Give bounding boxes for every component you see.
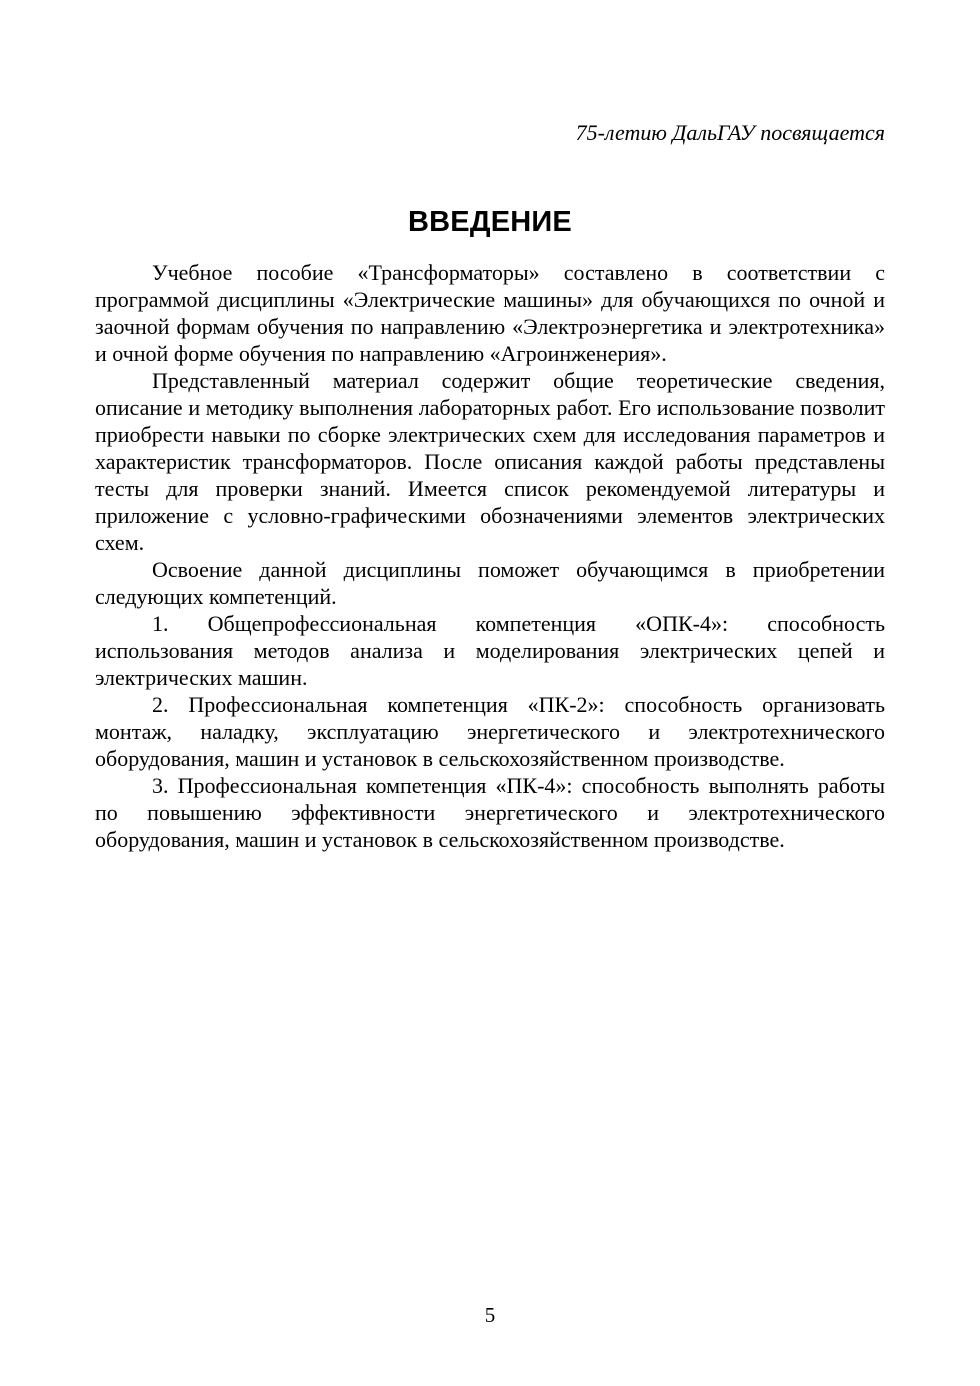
- dedication: 75-летию ДальГАУ посвящается: [575, 120, 885, 145]
- paragraph-competency-pk4: 3. Профессиональная компетенция «ПК-4»: способность выполнять работы по повышению эффективности энергетического и электротехнического оборудования, машин и установок в сельскохозяйственном производстве.: [95, 773, 885, 852]
- page-title: ВВЕДЕНИЕ: [408, 206, 572, 238]
- paragraph-intro: Учебное пособие «Трансформаторы» составлено в соответствии с программой дисциплины «Электрические машины» для обучающихся по очной и заочной формам обучения по направлению «Электроэнергетика и электротехника» и очной форме обучения по направлению «Агроинженерия».: [95, 260, 885, 366]
- paragraph-content: Представленный материал содержит общие теоретические сведения, описание и методику выполнения лабораторных работ. Его использование позволит приобрести навыки по сборке электрических схем для исследования параметров и характеристик трансформаторов. После описания каждой работы представлены тесты для проверки знаний. Имеется список рекомендуемой литературы и приложение с условно-графическими обозначениями элементов электрических схем.: [95, 368, 885, 555]
- paragraph-competency-opk4: 1. Общепрофессиональная компетенция «ОПК-4»: способность использования методов анализа и моделирования электрических цепей и электрических машин.: [95, 611, 885, 690]
- paragraph-competencies-intro: Освоение данной дисциплины поможет обучающимся в приобретении следующих компетенций.: [95, 557, 885, 609]
- paragraph-competency-pk2: 2. Профессиональная компетенция «ПК-2»: способность организовать монтаж, наладку, эксплуатацию энергетического и электротехнического оборудования, машин и установок в сельскохозяйственном производстве.: [95, 692, 885, 771]
- body-text: [95, 259, 885, 853]
- page-number: 5: [484, 1303, 496, 1327]
